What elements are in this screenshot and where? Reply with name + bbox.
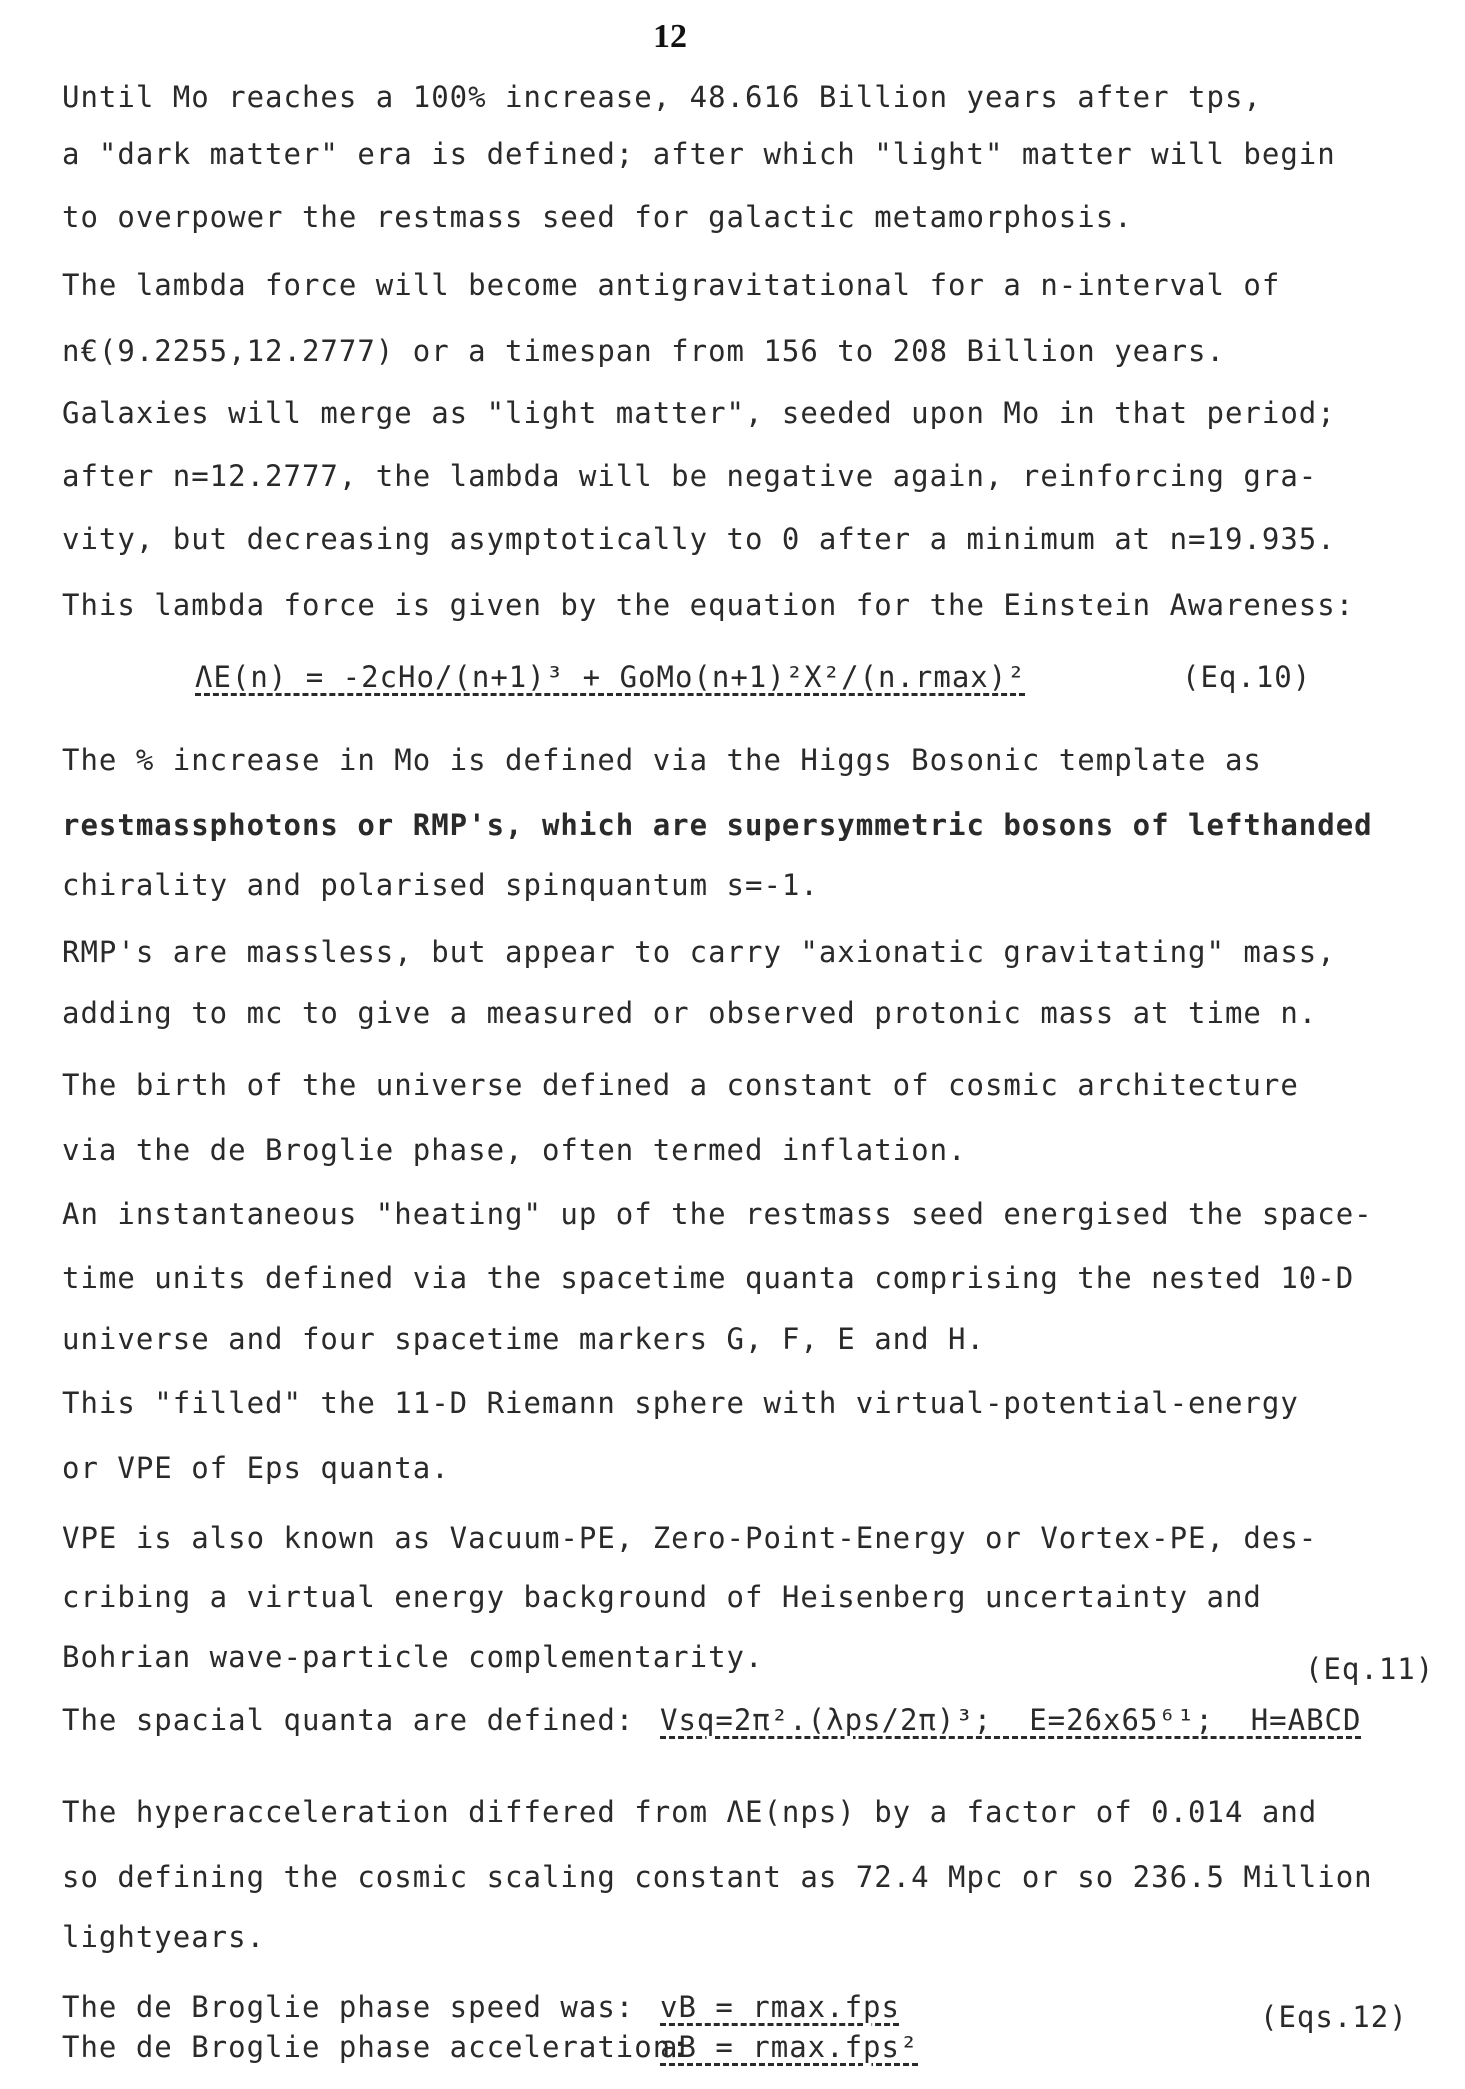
equation-11-label: (Eq.11)	[1305, 1652, 1435, 1686]
text-line: universe and four spacetime markers G, F, E and H.	[62, 1322, 985, 1356]
equation-12-label: (Eqs.12)	[1260, 2000, 1408, 2034]
text-line: cribing a virtual energy background of Heisenberg uncertainty and	[62, 1580, 1262, 1614]
text-line: The % increase in Mo is defined via the Higgs Bosonic template as	[62, 743, 1262, 777]
equation-11: Vsq=2π².(λps/2π)³; E=26x65⁶¹; H=ABCD	[660, 1703, 1362, 1737]
text-line: The lambda force will become antigravitational for a n-interval of	[62, 268, 1281, 302]
text-line: The birth of the universe defined a constant of cosmic architecture	[62, 1068, 1299, 1102]
text-line: chirality and polarised spinquantum s=-1.	[62, 868, 819, 902]
text-line: Galaxies will merge as "light matter", seeded upon Mo in that period;	[62, 396, 1336, 430]
text-line: lightyears.	[62, 1920, 266, 1954]
text-line: The spacial quanta are defined:	[62, 1703, 635, 1737]
text-line: n€(9.2255,12.2777) or a timespan from 156 to 208 Billion years.	[62, 334, 1225, 368]
page-number: 12	[653, 18, 687, 55]
text-line: This lambda force is given by the equation for the Einstein Awareness:	[62, 588, 1355, 622]
text-line: via the de Broglie phase, often termed inflation.	[62, 1133, 967, 1167]
equation-12a: vB = rmax.fps	[660, 1990, 900, 2024]
text-line: vity, but decreasing asymptotically to 0 after a minimum at n=19.935.	[62, 522, 1336, 556]
text-line: Until Mo reaches a 100% increase, 48.616 Billion years after tps,	[62, 80, 1262, 114]
text-line: after n=12.2777, the lambda will be negative again, reinforcing gra-	[62, 459, 1318, 493]
equation-10-label: (Eq.10)	[1182, 660, 1312, 694]
text-line: RMP's are massless, but appear to carry "axionatic gravitating" mass,	[62, 935, 1336, 969]
text-line: so defining the cosmic scaling constant as 72.4 Mpc or so 236.5 Million	[62, 1860, 1373, 1894]
text-line: adding to mc to give a measured or observed protonic mass at time n.	[62, 996, 1318, 1030]
text-line: or VPE of Eps quanta.	[62, 1451, 450, 1485]
text-line: The de Broglie phase speed was:	[62, 1990, 635, 2024]
text-line: time units defined via the spacetime quanta comprising the nested 10-D	[62, 1261, 1355, 1295]
text-line: restmassphotons or RMP's, which are supersymmetric bosons of lefthanded	[62, 808, 1373, 842]
text-line: An instantaneous "heating" up of the restmass seed energised the space-	[62, 1197, 1373, 1231]
text-line: a "dark matter" era is defined; after which "light" matter will begin	[62, 137, 1336, 171]
text-line: The hyperacceleration differed from ΛE(nps) by a factor of 0.014 and	[62, 1795, 1318, 1829]
text-line: to overpower the restmass seed for galactic metamorphosis.	[62, 200, 1133, 234]
equation-12b: aB = rmax.fps²	[660, 2030, 919, 2064]
text-line: Bohrian wave-particle complementarity.	[62, 1640, 764, 1674]
text-line: VPE is also known as Vacuum-PE, Zero-Point-Energy or Vortex-PE, des-	[62, 1521, 1318, 1555]
text-line: The de Broglie phase acceleration:	[62, 2030, 690, 2064]
equation-10: ΛE(n) = -2cHo/(n+1)³ + GoMo(n+1)²X²/(n.rmax)²	[195, 660, 1026, 694]
text-line: This "filled" the 11-D Riemann sphere with virtual-potential-energy	[62, 1386, 1299, 1420]
